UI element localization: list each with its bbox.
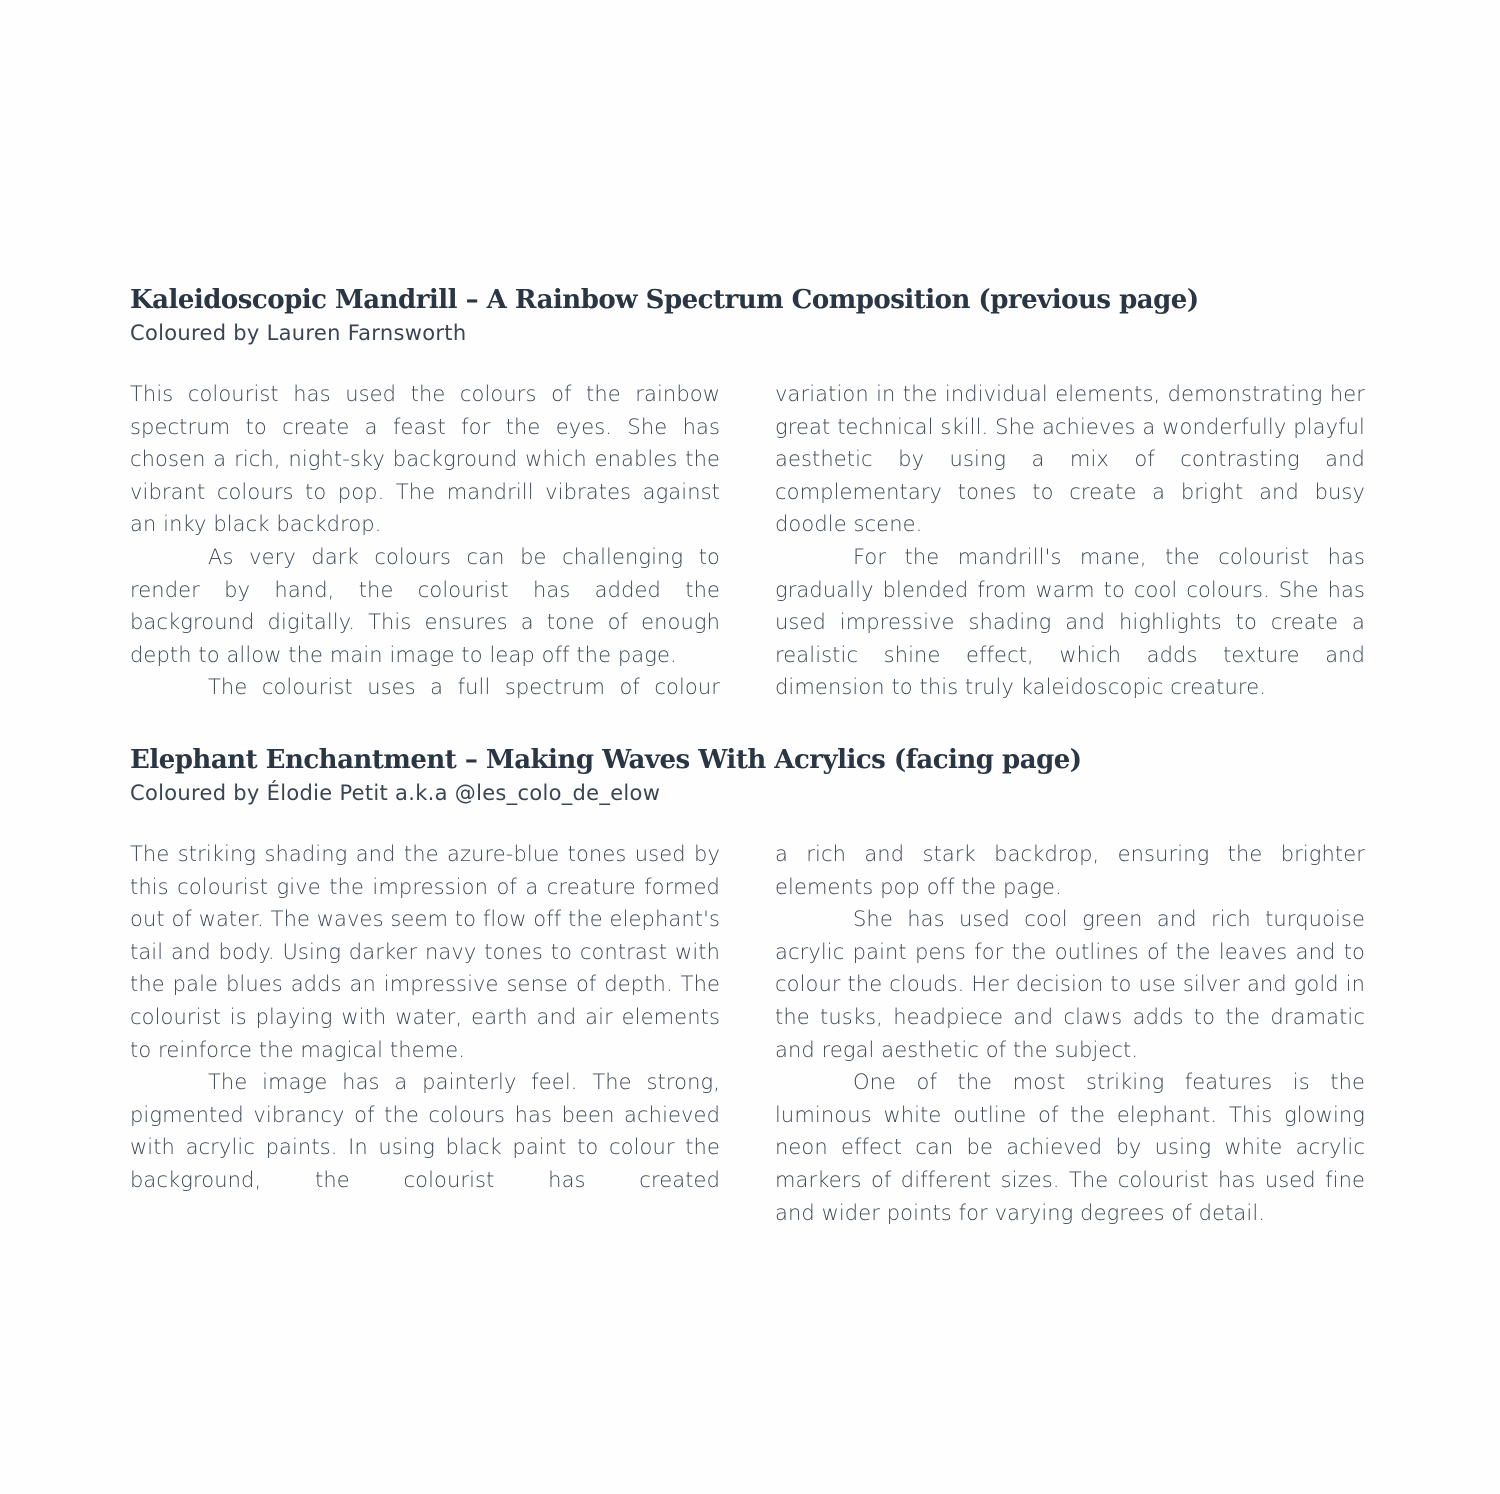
paragraph: She has used cool green and rich turquoise acrylic paint pens for the outlines of the leaves and to colour the clouds. Her decision to use silver and gold in the tusks, headpiece and claws adds to the dramatic and regal aesthetic of the subject. (775, 907, 1365, 1062)
paragraph: This colourist has used the colours of the rainbow spectrum to create a feast for the eyes. She has chosen a rich, night-sky background which enables the vibrant colours to pop. The mandrill vibrates against an inky black backdrop. (130, 382, 720, 537)
section-credit: Coloured by Élodie Petit a.k.a @les_colo_de_elow (130, 781, 661, 805)
paragraph: a rich and stark backdrop, ensuring the brighter elements pop off the page. (775, 842, 1365, 899)
section-elephant (130, 742, 1365, 1225)
paragraph: One of the most striking features is the luminous white outline of the elephant. This glowing neon effect can be achieved by using white acrylic markers of different sizes. The colourist has used fine and wider points for varying degrees of detail. (775, 1070, 1365, 1225)
paragraph: The image has a painterly feel. The strong, pigmented vibrancy of the colours has been achieved with acrylic paints. In using black paint to colour the background, the colourist has created (130, 1070, 720, 1192)
right-column (775, 838, 1365, 1229)
section-mandrill (130, 282, 1365, 708)
paragraph: For the mandrill's mane, the colourist has gradually blended from warm to cool colours. She has used impressive shading and highlights to create a realistic shine effect, which adds texture and dimension to this truly kaleidoscopic creature. (775, 544, 1365, 700)
text-columns (130, 378, 1365, 708)
section-credit: Coloured by Lauren Farnsworth (130, 321, 467, 345)
text-columns (130, 838, 1365, 1225)
paragraph: As very dark colours can be challenging to render by hand, the colourist has added the background digitally. This ensures a tone of enough depth to allow the main image to leap off the page. (130, 544, 720, 667)
paragraph: variation in the individual elements, demonstrating her great technical skill. She achieves a wonderfully playful aesthetic by using a mix of contrasting and complementary tones to create a bright and busy doodle scene. (775, 382, 1365, 537)
right-column (775, 378, 1365, 704)
section-title: Kaleidoscopic Mandrill – A Rainbow Spectrum Composition (previous page) (130, 285, 1199, 315)
paragraph: The colourist uses a full spectrum of colour (208, 675, 720, 700)
paragraph: The striking shading and the azure-blue tones used by this colourist give the impression of a creature formed out of water. The waves seem to flow off the elephant's tail and body. Using darker navy tones to contrast with the pale blues adds an impressive sense of depth. The colourist is playing with water, earth and air elements to reinforce the magical theme. (130, 842, 720, 1062)
left-column (130, 378, 720, 704)
left-column (130, 838, 720, 1197)
section-title: Elephant Enchantment – Making Waves With Acrylics (facing page) (130, 745, 1082, 775)
